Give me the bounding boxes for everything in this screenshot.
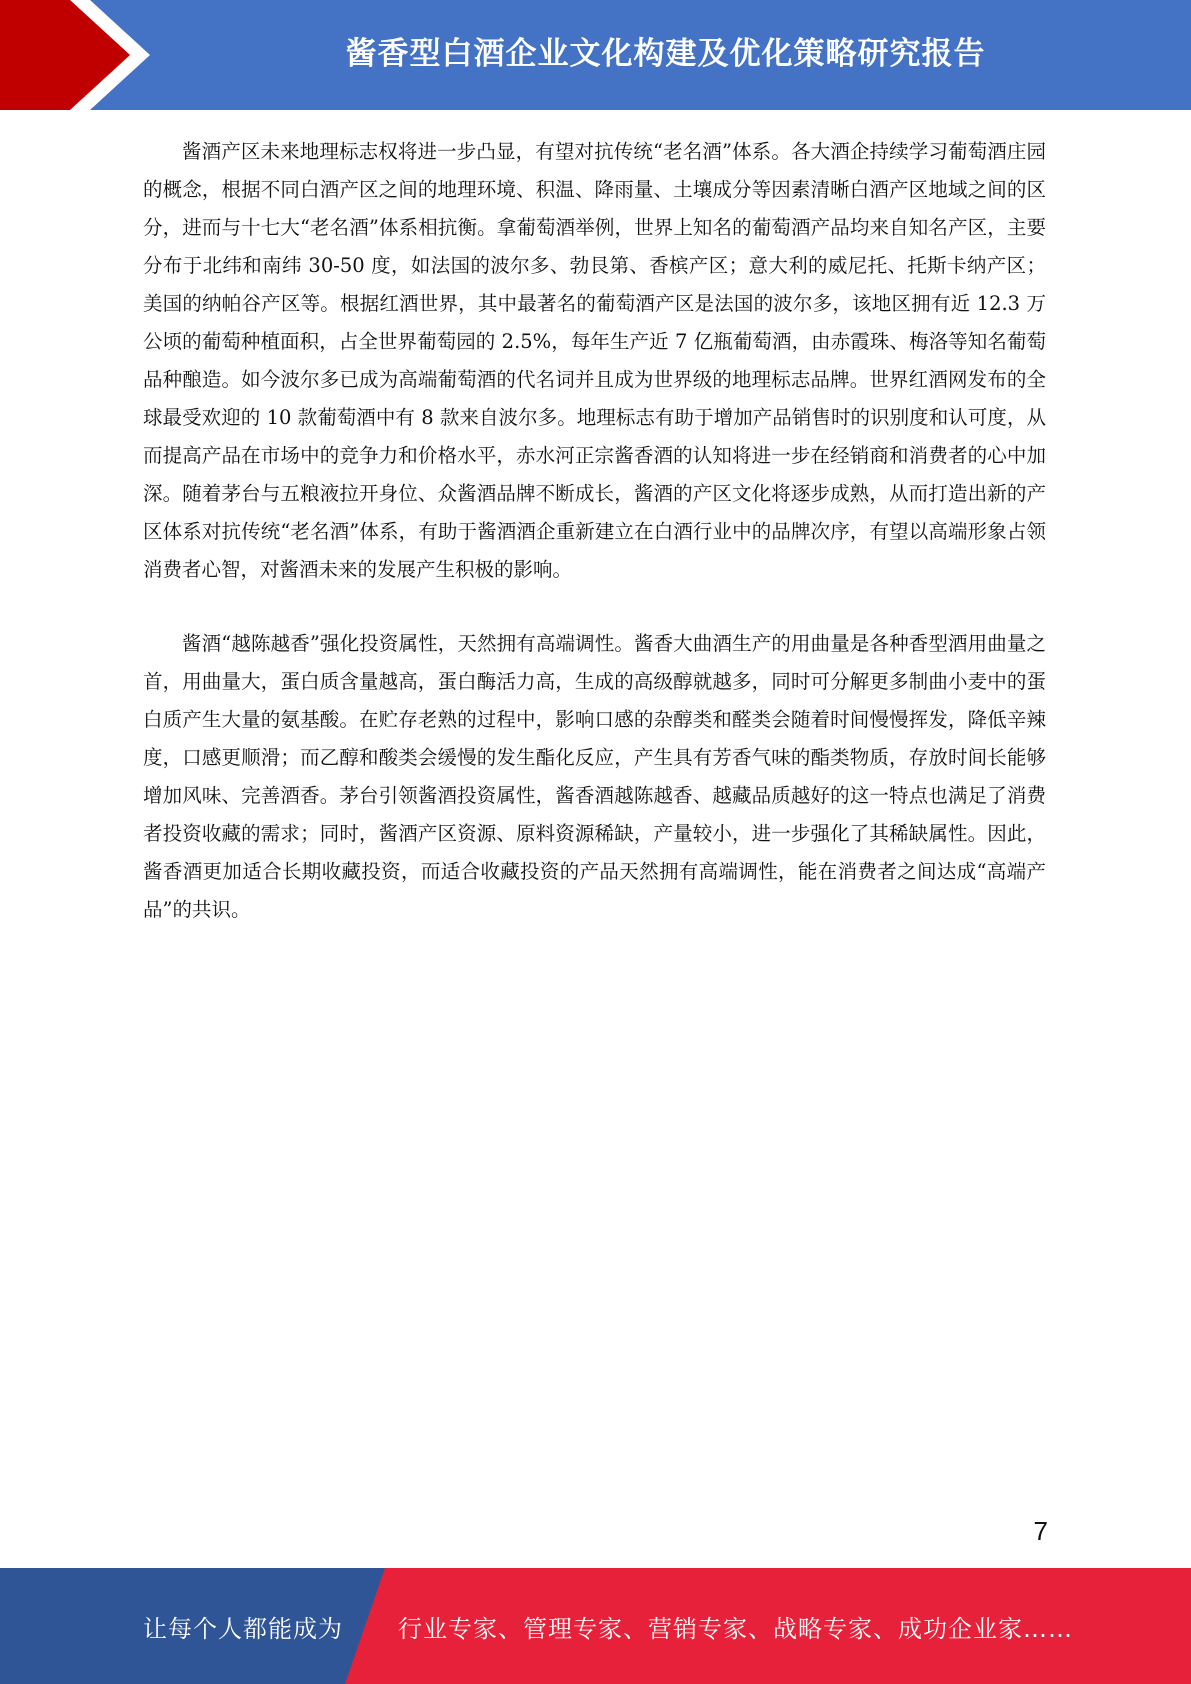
footer-banner — [0, 1568, 1191, 1684]
document-body — [143, 133, 1046, 965]
header-banner — [0, 0, 1191, 110]
page-title: 酱香型白酒企业文化构建及优化策略研究报告 — [345, 35, 986, 72]
body-paragraph-1: 酱酒产区未来地理标志权将进一步凸显，有望对抗传统“老名酒”体系。各大酒企持续学习葡萄酒庄园的概念，根据不同白酒产区之间的地理环境、积温、降雨量、土壤成分等因素清晰白酒产区地域之间的区分，进而与十七大“老名酒”体系相抗衡。拿葡萄酒举例，世界上知名的葡萄酒产品均来自知名产区，主要分布于北纬和南纬 30-50 度，如法国的波尔多、勃艮第、香槟产区；意大利的威尼托、托斯卡纳产区；美国的纳帕谷产区等。根据红酒世界，其中最著名的葡萄酒产区是法国的波尔多，该地区拥有近 12.3 万公顷的葡萄种植面积，占全世界葡萄园的 2.5%，每年生产近 7 亿瓶葡萄酒，由赤霞珠、梅洛等知名葡萄品种酿造。如今波尔多已成为高端葡萄酒的代名词并且成为世界级的地理标志品牌。世界红酒网发布的全球最受欢迎的 10 款葡萄酒中有 8 款来自波尔多。地理标志有助于增加产品销售时的识别度和认可度，从而提高产品在市场中的竞争力和价格水平，赤水河正宗酱香酒的认知将进一步在经销商和消费者的心中加深。随着茅台与五粮液拉开身位、众酱酒品牌不断成长，酱酒的产区文化将逐步成熟，从而打造出新的产区体系对抗传统“老名酒”体系，有助于酱酒酒企重新建立在白酒行业中的品牌次序，有望以高端形象占领消费者心智，对酱酒未来的发展产生积极的影响。 — [143, 140, 1046, 581]
body-paragraph-2: 酱酒“越陈越香”强化投资属性，天然拥有高端调性。酱香大曲酒生产的用曲量是各种香型酒用曲量之首，用曲量大，蛋白质含量越高，蛋白酶活力高，生成的高级醇就越多，同时可分解更多制曲小麦中的蛋白质产生大量的氨基酸。在贮存老熟的过程中，影响口感的杂醇类和醛类会随着时间慢慢挥发，降低辛辣度，口感更顺滑；而乙醇和酸类会缓慢的发生酯化反应，产生具有芳香气味的酯类物质，存放时间长能够增加风味、完善酒香。茅台引领酱酒投资属性，酱香酒越陈越香、越藏品质越好的这一特点也满足了消费者投资收藏的需求；同时，酱酒产区资源、原料资源稀缺，产量较小，进一步强化了其稀缺属性。因此，酱香酒更加适合长期收藏投资，而适合收藏投资的产品天然拥有高端调性，能在消费者之间达成“高端产品”的共识。 — [143, 632, 1046, 921]
header-arrow-decoration — [0, 0, 160, 110]
page-number: 7 — [1033, 1516, 1048, 1546]
footer-slogan-left: 让每个人都能成为 — [143, 1614, 343, 1643]
footer-slogan-right: 行业专家、管理专家、营销专家、战略专家、成功企业家…… — [398, 1614, 1073, 1643]
